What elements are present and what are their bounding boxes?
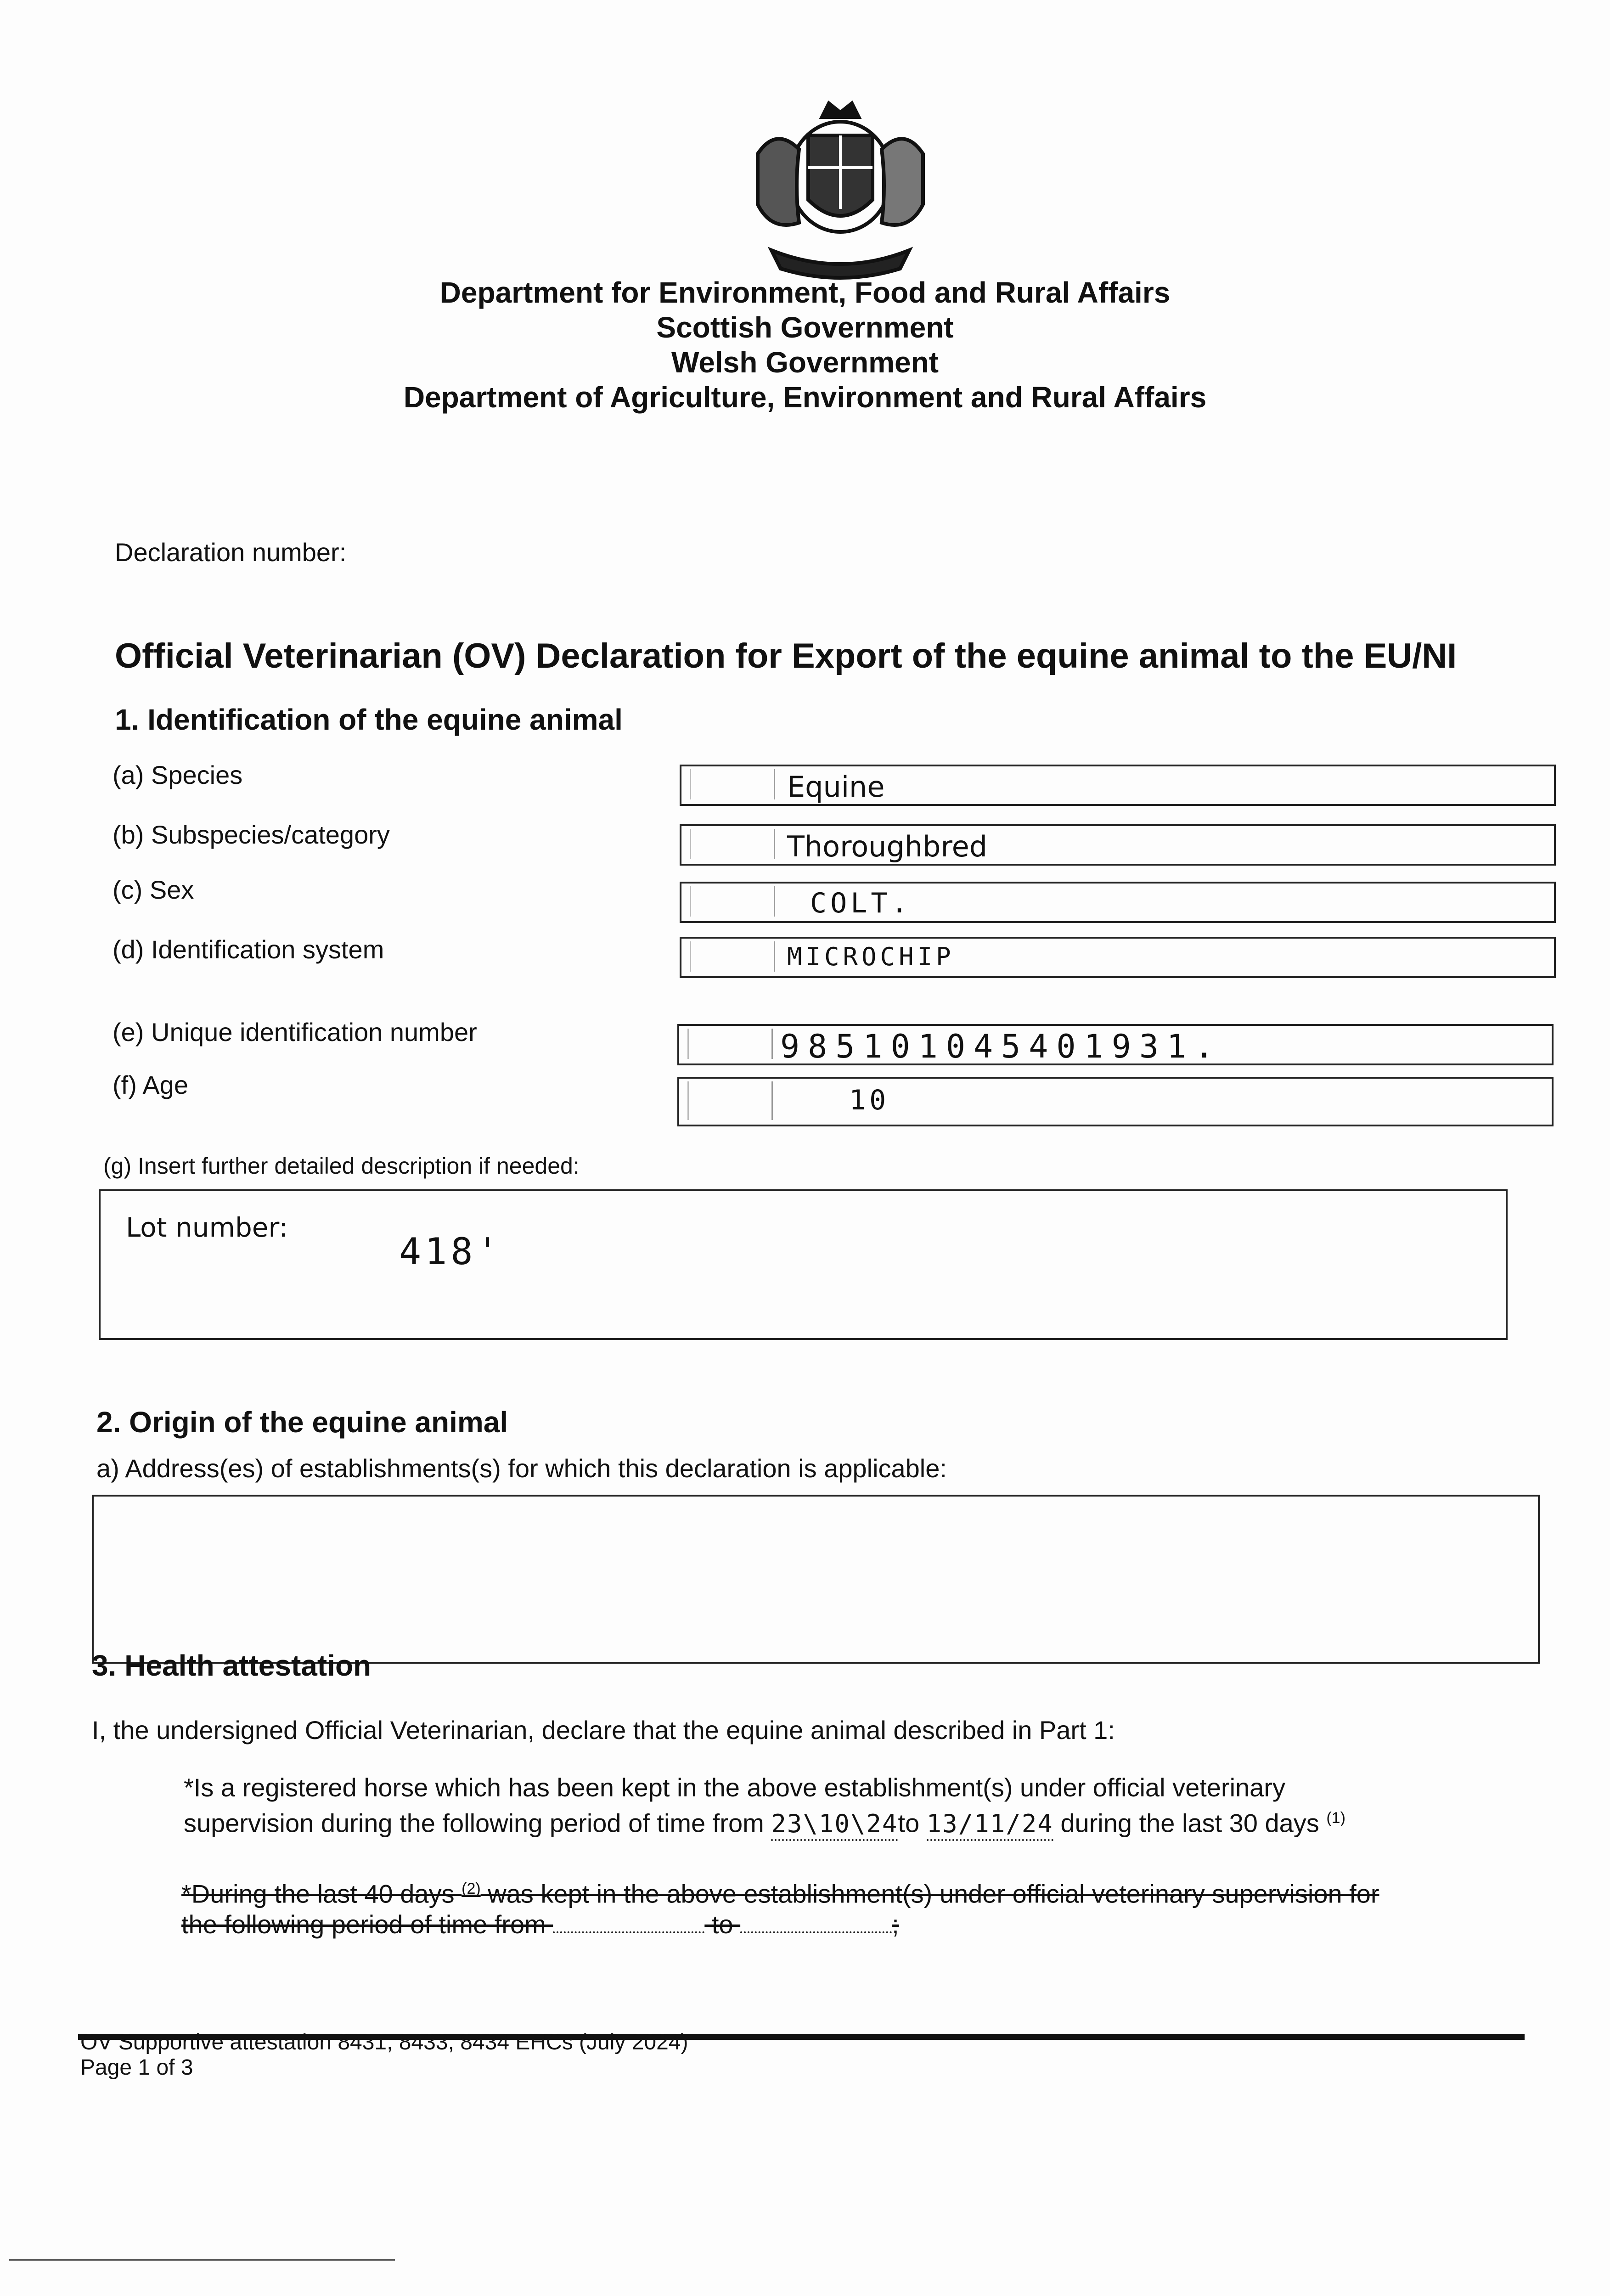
section-1-heading: 1. Identification of the equine animal [115,703,623,736]
unique-id-field[interactable] [677,1024,1554,1065]
health-intro: I, the undersigned Official Veterinarian, declare that the equine animal described in Part 1: [92,1716,1115,1745]
department-line: Scottish Government [656,311,954,344]
period-from-date[interactable]: 23\10\24 [771,1809,898,1841]
stmt2-to-blank[interactable] [740,1918,892,1933]
unique-id-value: 985101045401931. [780,1028,1222,1065]
sex-value: COLT. [810,887,912,919]
royal-coat-of-arms-logo [730,99,951,282]
address-label: a) Address(es) of establishments(s) for which this declaration is applicable: [96,1454,947,1483]
section-3-heading: 3. Health attestation [92,1649,372,1682]
footer-attestation-ref: OV Supportive attestation 8431, 8433, 8434 EHCs (July 2024) [80,2030,688,2054]
further-description-label: (g) Insert further detailed description if needed: [103,1153,580,1179]
lot-number-label: Lot number: [126,1212,288,1243]
subspecies-field[interactable] [680,824,1556,866]
age-field[interactable] [677,1077,1554,1126]
identification-system-label: (d) Identification system [113,935,384,964]
address-box[interactable] [92,1495,1540,1664]
statement-40-days-struck [181,1874,1536,1940]
department-line: Welsh Government [671,346,939,379]
age-value: 10 [849,1084,890,1116]
lot-number-value: 418' [399,1230,502,1273]
stmt2-from-blank[interactable] [553,1918,704,1933]
statement-2-line-1 [181,1874,1536,1909]
statement-2-text-c: the following period of time from [181,1909,553,1939]
species-value: Equine [787,770,885,804]
statement-1-to: to [898,1808,927,1838]
species-label: (a) Species [113,760,243,789]
statement-1-text-a: supervision during the following period of time from [184,1808,771,1838]
sex-label: (c) Sex [113,875,194,904]
statement-2-to: to [704,1909,741,1939]
statement-1-line-2 [184,1803,1515,1841]
section-2-heading: 2. Origin of the equine animal [96,1406,508,1439]
statement-registered-horse [184,1773,1515,1841]
footnote-ref-2: (2) [462,1880,481,1897]
statement-1-text-b: during the last 30 days [1053,1808,1327,1838]
footnote-ref-1: (1) [1326,1809,1345,1827]
age-label: (f) Age [113,1070,188,1099]
scan-edge-line [9,2259,395,2261]
statement-2-text-b: was kept in the above establishment(s) under official veterinary supervision for [480,1879,1379,1908]
statement-2-line-2 [181,1909,1536,1940]
document-title: Official Veterinarian (OV) Declaration for Export of the equine animal to the EU/NI [115,636,1457,675]
sex-field[interactable] [680,882,1556,923]
unique-id-label: (e) Unique identification number [113,1018,477,1047]
statement-2-text-a: *During the last 40 days [181,1879,462,1908]
department-line: Department for Environment, Food and Rural Affairs [439,276,1171,309]
statement-2-end: ; [892,1909,899,1939]
department-line: Department of Agriculture, Environment and Rural Affairs [403,381,1207,414]
identification-system-field[interactable] [680,937,1556,978]
period-to-date[interactable]: 13/11/24 [927,1809,1053,1841]
subspecies-label: (b) Subspecies/category [113,820,390,849]
species-field[interactable] [680,765,1556,806]
identification-system-value: MICROCHIP [787,942,955,971]
statement-1-line-1: *Is a registered horse which has been kept in the above establishment(s) under official veterinary [184,1773,1285,1802]
further-description-box[interactable] [99,1189,1508,1340]
subspecies-value: Thoroughbred [787,830,988,863]
declaration-number-label: Declaration number: [115,538,347,567]
footer-page-number: Page 1 of 3 [80,2055,193,2080]
